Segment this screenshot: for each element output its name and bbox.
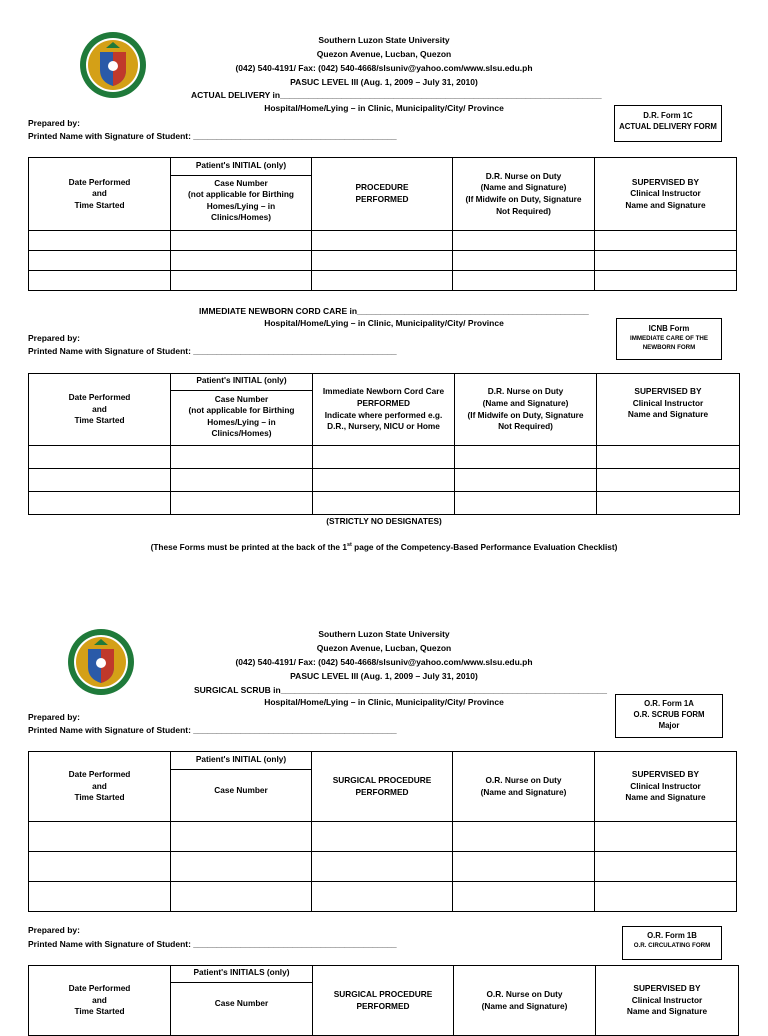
- pasuc-level: PASUC LEVEL III (Aug. 1, 2009 – July 31, 2010): [290, 671, 478, 681]
- col-supervised: SUPERVISED BY Clinical Instructor Name and Signature: [597, 374, 740, 446]
- col-nurse: O.R. Nurse on Duty (Name and Signature): [454, 966, 596, 1036]
- form-name: ACTUAL DELIVERY FORM: [619, 122, 717, 131]
- printed-name-line: Printed Name with Signature of Student: ___________________________________________: [28, 131, 397, 141]
- col-nurse: D.R. Nurse on Duty (Name and Signature) (If Midwife on Duty, Signature Not Required): [453, 158, 595, 231]
- form-name: O.R. SCRUB FORM: [633, 710, 705, 719]
- university-address: Quezon Avenue, Lucban, Quezon: [316, 643, 452, 653]
- form-code-box: [615, 694, 723, 738]
- location-hint: Hospital/Home/Lying – in Clinic, Municipality/City/ Province: [264, 697, 504, 707]
- col-nurse: O.R. Nurse on Duty (Name and Signature): [453, 752, 595, 822]
- table-row: [29, 231, 737, 251]
- newborn-cord-care-line: IMMEDIATE NEWBORN CORD CARE in_________________________________________________: [199, 306, 589, 316]
- col-date: Date Performed and Time Started: [29, 158, 171, 231]
- patient-initial-label: Patient's INITIAL (only): [170, 160, 312, 176]
- university-name: Southern Luzon State University: [318, 35, 450, 45]
- location-hint: Hospital/Home/Lying – in Clinic, Municipality/City/ Province: [264, 103, 504, 113]
- col-case: Patient's INITIAL (only) Case Number (not applicable for Birthing Homes/Lying – in Clinics/Homes): [171, 374, 313, 446]
- university-contact: (042) 540-4191/ Fax: (042) 540-4668/slsuniv@yahoo.com/www.slsu.edu.ph: [235, 657, 533, 667]
- col-case: Patient's INITIAL (only) Case Number (not applicable for Birthing Homes/Lying – in Clinics/Homes): [171, 158, 312, 231]
- table-row: [29, 822, 737, 852]
- printed-name-line: Printed Name with Signature of Student: ___________________________________________: [28, 939, 397, 949]
- location-hint: Hospital/Home/Lying – in Clinic, Municipality/City/ Province: [264, 318, 504, 328]
- col-supervised: SUPERVISED BY Clinical Instructor Name and Signature: [596, 966, 739, 1036]
- col-case: Patient's INITIALS (only) Case Number: [171, 966, 313, 1036]
- table-row: [29, 271, 737, 291]
- col-nurse: D.R. Nurse on Duty (Name and Signature) (If Midwife on Duty, Signature Not Required): [455, 374, 597, 446]
- table-row: [29, 469, 740, 492]
- form-code: D.R. Form 1C: [643, 111, 693, 120]
- col-supervised: SUPERVISED BY Clinical Instructor Name and Signature: [595, 752, 737, 822]
- col-date: Date Performed and Time Started: [29, 966, 171, 1036]
- col-procedure: SURGICAL PROCEDURE PERFORMED: [313, 966, 454, 1036]
- university-address: Quezon Avenue, Lucban, Quezon: [316, 49, 452, 59]
- surgical-scrub-table: [28, 751, 737, 912]
- strictly-no-designates: (STRICTLY NO DESIGNATES): [326, 516, 442, 526]
- circulating-table: [28, 965, 739, 1036]
- prepared-by: Prepared by:: [28, 118, 80, 128]
- col-supervised: SUPERVISED BY Clinical Instructor Name and Signature: [595, 158, 737, 231]
- prepared-by: Prepared by:: [28, 712, 80, 722]
- col-case: Patient's INITIAL (only) Case Number: [171, 752, 312, 822]
- table-row: [29, 492, 740, 515]
- printed-name-line: Printed Name with Signature of Student: ___________________________________________: [28, 725, 397, 735]
- actual-delivery-line: ACTUAL DELIVERY in____________________________________________________________________: [191, 90, 602, 100]
- newborn-cord-care-table: [28, 373, 740, 515]
- table-row: [29, 852, 737, 882]
- university-contact: (042) 540-4191/ Fax: (042) 540-4668/slsuniv@yahoo.com/www.slsu.edu.ph: [235, 63, 533, 73]
- table-row: [29, 446, 740, 469]
- col-procedure: PROCEDURE PERFORMED: [312, 158, 453, 231]
- form-code-box: [616, 318, 722, 360]
- col-procedure: SURGICAL PROCEDURE PERFORMED: [312, 752, 453, 822]
- university-name: Southern Luzon State University: [318, 629, 450, 639]
- surgical-scrub-line: SURGICAL SCRUB in_____________________________________________________________________: [194, 685, 607, 695]
- col-procedure: Immediate Newborn Cord Care PERFORMED Indicate where performed e.g. D.R., Nursery, NICU or Home: [313, 374, 455, 446]
- form-code: O.R. Form 1B: [647, 931, 697, 940]
- table-row: [29, 882, 737, 912]
- table-row: [29, 251, 737, 271]
- print-instruction-note: (These Forms must be printed at the back of the 1st page of the Competency-Based Performance Evaluation Checklist): [150, 542, 618, 552]
- prepared-by: Prepared by:: [28, 333, 80, 343]
- form-code-box: [622, 926, 722, 960]
- form-sub: Major: [658, 721, 680, 730]
- form-name: IMMEDIATE CARE OF THE NEWBORN FORM: [630, 335, 708, 351]
- col-date: Date Performed and Time Started: [29, 374, 171, 446]
- prepared-by: Prepared by:: [28, 925, 80, 935]
- patient-initial-label: Patient's INITIAL (only): [170, 754, 312, 770]
- form-name: O.R. CIRCULATING FORM: [633, 942, 711, 949]
- form-code: O.R. Form 1A: [644, 699, 694, 708]
- printed-name-line: Printed Name with Signature of Student: ___________________________________________: [28, 346, 397, 356]
- actual-delivery-table: [28, 157, 737, 291]
- patient-initial-label: Patient's INITIAL (only): [170, 375, 313, 391]
- pasuc-level: PASUC LEVEL III (Aug. 1, 2009 – July 31, 2010): [290, 77, 478, 87]
- form-code: ICNB Form: [648, 324, 690, 333]
- patient-initial-label: Patient's INITIALS (only): [170, 967, 313, 983]
- col-date: Date Performed and Time Started: [29, 752, 171, 822]
- form-code-box: [614, 105, 722, 142]
